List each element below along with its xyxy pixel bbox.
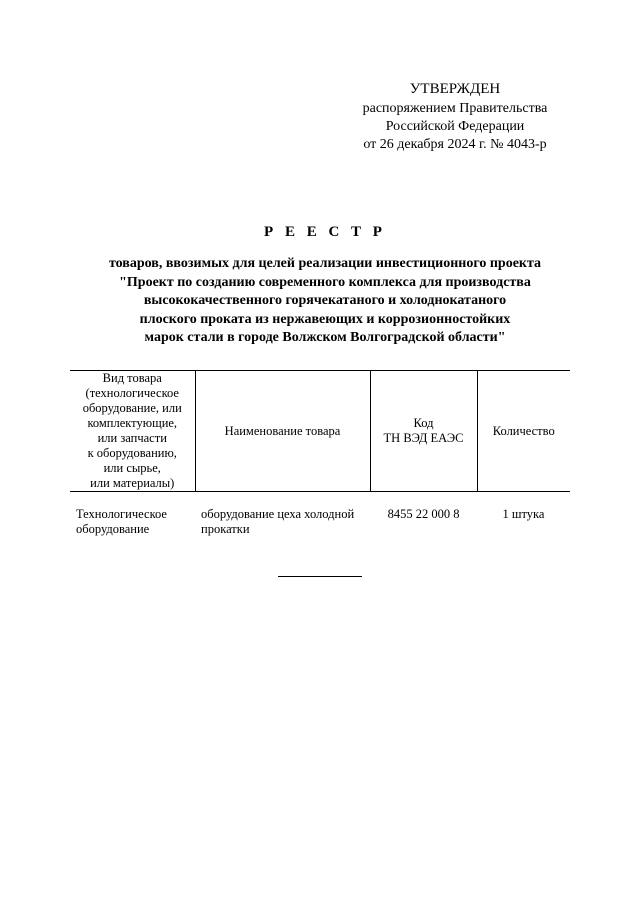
table-header-row [70, 371, 570, 492]
cell-quantity: 1 штука [502, 507, 545, 521]
header-code-line: Код [413, 416, 434, 430]
approval-stamp [330, 80, 580, 154]
cell-type-line: оборудование [76, 522, 150, 536]
subtitle-line-4: плоского проката из нержавеющих и коррозионностойких [139, 311, 511, 327]
subtitle-line-3: высококачественного горячекатаного и холоднокатаного [143, 293, 507, 308]
header-type-line: Вид товара [102, 371, 162, 385]
header-code-line: ТН ВЭД ЕАЭС [383, 431, 464, 445]
header-type-line: к оборудованию, [87, 446, 177, 460]
header-type-line: (технологическое [85, 386, 179, 400]
cell-name-line: оборудование цеха холодной [201, 507, 355, 521]
cell-goods-name [195, 492, 370, 538]
subtitle-line-1: товаров, ввозимых для целей реализации инвестиционного проекта [108, 256, 542, 271]
cell-name-line: прокатки [201, 522, 250, 536]
registry-subtitle [60, 255, 590, 348]
approval-line-2: Российской Федерации [385, 119, 525, 134]
header-tnved-code [370, 371, 477, 492]
header-type-line: оборудование, или [82, 401, 182, 415]
header-type-line: или материалы) [90, 476, 175, 490]
cell-type-line: Технологическое [76, 507, 167, 521]
document-title [60, 224, 590, 348]
registry-heading: Р Е Е С Т Р [264, 224, 386, 240]
approved-label: УТВЕРЖДЕН [409, 81, 501, 97]
cell-tnved-code: 8455 22 000 8 [387, 507, 460, 521]
cell-goods-type [70, 492, 195, 538]
approval-line-3: от 26 декабря 2024 г. № 4043-р [363, 137, 547, 152]
header-type-line: или запчасти [97, 431, 167, 445]
document-end-divider [278, 576, 362, 577]
header-quantity: Количество [477, 371, 570, 492]
table-row [70, 492, 570, 538]
approval-line-1: распоряжением Правительства [362, 101, 548, 116]
header-type-line: комплектующие, [87, 416, 178, 430]
subtitle-line-2: "Проект по созданию современного комплекса для производства [119, 274, 531, 290]
subtitle-line-5: марок стали в городе Волжском Волгоградской области" [144, 330, 506, 345]
header-goods-type [70, 371, 195, 492]
registry-table [70, 370, 570, 537]
header-goods-name: Наименование товара [195, 371, 370, 492]
header-type-line: или сырье, [103, 461, 161, 475]
